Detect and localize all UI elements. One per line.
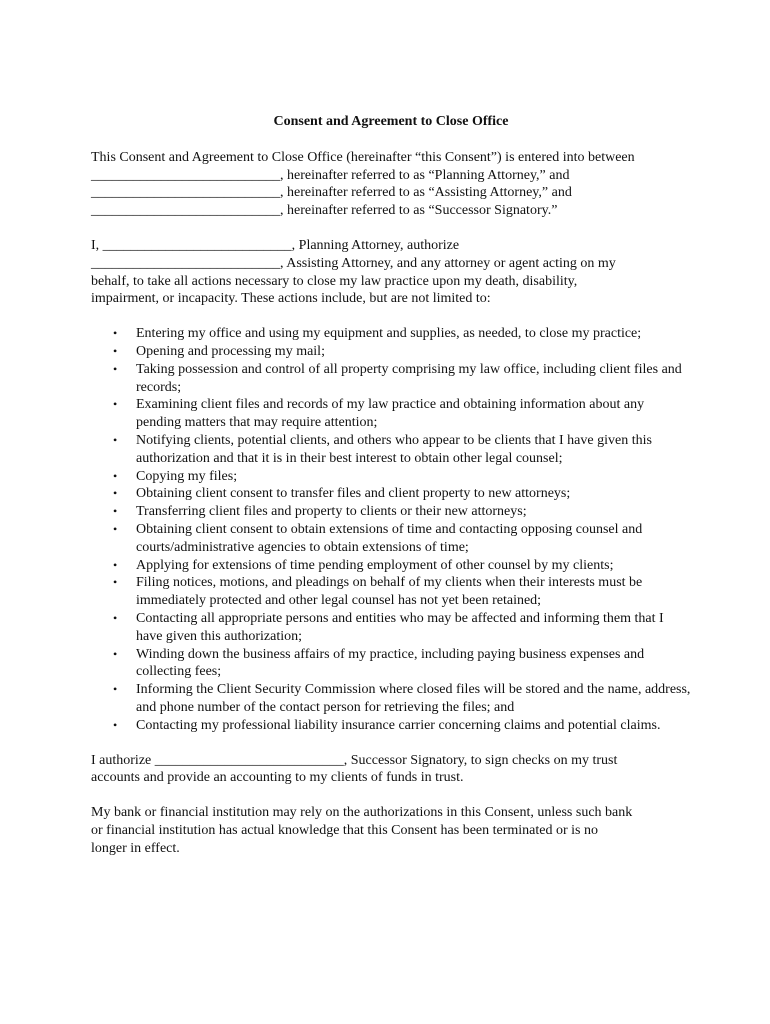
list-item-text: Examining client files and records of my law practice and obtaining information about any pending matters that may require attention; [136, 397, 645, 431]
bullet-icon: • [113, 397, 118, 412]
intro-line-3-assisting-attorney: ___________________________, hereinafter referred to as “Assisting Attorney,” and [91, 185, 572, 201]
successor-line-1: I authorize ___________________________, Successor Signatory, to sign checks on my trust [91, 752, 618, 768]
authorize-paragraph [91, 237, 691, 308]
list-item [91, 717, 691, 735]
list-item-text: Notifying clients, potential clients, and others who appear to be clients that I have given this authorization and that it is in their best interest to obtain other legal counsel; [136, 432, 652, 466]
list-item-text: Transferring client files and property to clients or their new attorneys; [136, 504, 527, 520]
intro-paragraph [91, 149, 691, 220]
bullet-icon: • [113, 521, 118, 536]
list-item-text: Obtaining client consent to transfer files and client property to new attorneys; [136, 486, 571, 502]
bullet-icon: • [113, 575, 118, 590]
list-item [91, 343, 691, 361]
list-item-text: Informing the Client Security Commission where closed files will be stored and the name, address, and phone number of the contact person for retrieving the files; and [136, 682, 691, 715]
list-item [91, 361, 691, 397]
list-item [91, 646, 691, 682]
list-item-text: Contacting all appropriate persons and entities who may be affected and informing them that I have given this authorization; [136, 610, 664, 644]
successor-paragraph [91, 752, 691, 788]
list-item-text: Filing notices, motions, and pleadings on behalf of my clients when their interests must be immediately protected and other legal counsel has not yet been retained; [136, 575, 643, 609]
bank-line-1: My bank or financial institution may rely on the authorizations in this Consent, unless such bank [91, 805, 633, 821]
list-item [91, 681, 691, 717]
list-item-text: Applying for extensions of time pending employment of other counsel by my clients; [136, 557, 614, 573]
document-title: Consent and Agreement to Close Office [273, 114, 509, 129]
authorize-line-1: I, ___________________________, Planning Attorney, authorize [91, 237, 460, 253]
list-item [91, 485, 691, 503]
intro-line-4-successor-signatory: ___________________________, hereinafter referred to as “Successor Signatory.” [91, 203, 558, 219]
bank-line-3: longer in effect. [91, 840, 180, 856]
bank-line-2: or financial institution has actual knowledge that this Consent has been terminated or is no [91, 822, 598, 838]
bullet-icon: • [113, 432, 118, 447]
intro-line-2-planning-attorney: ___________________________, hereinafter referred to as “Planning Attorney,” and [91, 167, 570, 183]
successor-line-2: accounts and provide an accounting to my clients of funds in trust. [91, 770, 464, 786]
list-item [91, 432, 691, 468]
authorize-line-4: impairment, or incapacity. These actions include, but are not limited to: [91, 291, 491, 307]
list-item [91, 521, 691, 557]
list-item-text: Entering my office and using my equipment and supplies, as needed, to close my practice; [136, 326, 642, 342]
bullet-icon: • [113, 504, 118, 519]
list-item-text: Opening and processing my mail; [136, 343, 325, 359]
bullet-icon: • [113, 682, 118, 697]
list-item [91, 468, 691, 486]
list-item-text: Obtaining client consent to obtain extensions of time and contacting opposing counsel and courts/administrative agencies to obtain extensions of time; [136, 521, 643, 555]
list-item-text: Contacting my professional liability insurance carrier concerning claims and potential claims. [136, 717, 661, 733]
list-item [91, 610, 691, 646]
actions-list [91, 325, 691, 734]
list-item [91, 574, 691, 610]
bullet-icon: • [113, 486, 118, 501]
list-item [91, 503, 691, 521]
list-item-text: Winding down the business affairs of my practice, including paying business expenses and collecting fees; [136, 646, 645, 680]
bullet-icon: • [113, 646, 118, 661]
bank-paragraph [91, 804, 691, 857]
bullet-icon: • [113, 326, 118, 341]
list-item-text: Taking possession and control of all property comprising my law office, including client files and records; [136, 361, 682, 395]
authorize-line-3: behalf, to take all actions necessary to close my law practice upon my death, disability, [91, 273, 578, 289]
bullet-icon: • [113, 468, 118, 483]
list-item [91, 557, 691, 575]
bullet-icon: • [113, 610, 118, 625]
authorize-line-2: ___________________________, Assisting Attorney, and any attorney or agent acting on my [91, 255, 616, 271]
list-item [91, 396, 691, 432]
bullet-icon: • [113, 557, 118, 572]
bullet-icon: • [113, 717, 118, 732]
document-page [91, 113, 691, 874]
bullet-icon: • [113, 361, 118, 376]
list-item [91, 325, 691, 343]
bullet-icon: • [113, 343, 118, 358]
list-item-text: Copying my files; [136, 468, 238, 484]
intro-line-1: This Consent and Agreement to Close Office (hereinafter “this Consent”) is entered into between [91, 149, 635, 165]
